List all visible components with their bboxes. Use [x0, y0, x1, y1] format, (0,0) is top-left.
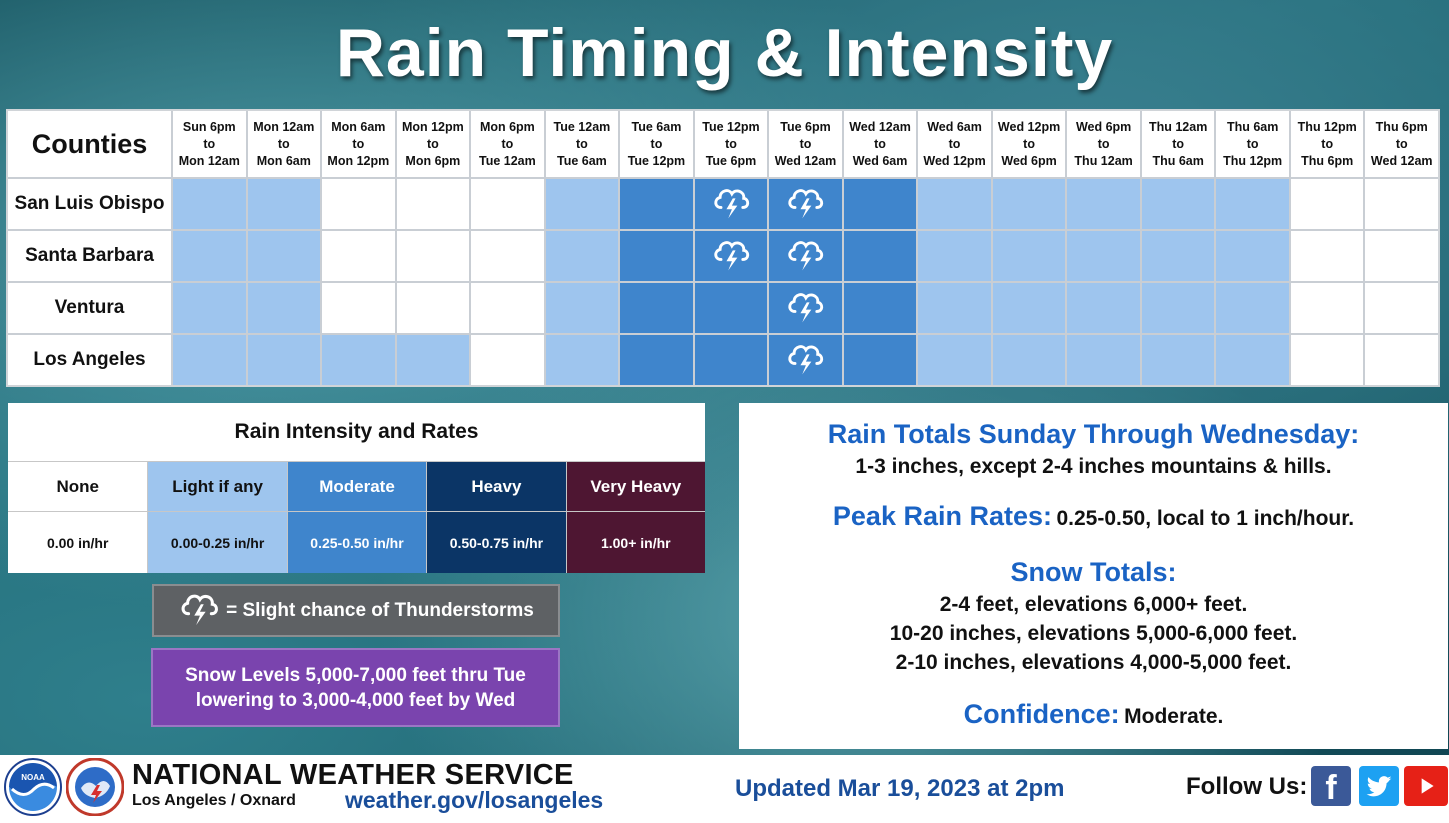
- snow-totals-heading: Snow Totals:: [1010, 557, 1177, 587]
- period-header-line: Tue 6pm: [780, 119, 831, 134]
- period-header-line: Wed 6pm: [1075, 119, 1132, 134]
- period-header-line: Wed 12am: [849, 119, 911, 134]
- period-header: [397, 111, 470, 177]
- timing-cell: [844, 231, 917, 281]
- period-header-line: to: [1172, 136, 1185, 151]
- timing-cell: [1067, 335, 1140, 385]
- period-header-line: Thu 6pm: [1375, 119, 1428, 134]
- period-header-line: Tue 6pm: [705, 153, 757, 168]
- legend-item: [287, 461, 426, 573]
- timing-cell: [322, 283, 395, 333]
- timing-cell: [993, 179, 1066, 229]
- period-header-line: to: [799, 136, 812, 151]
- timing-cell: [173, 231, 246, 281]
- period-header-line: Thu 6am: [1152, 153, 1204, 168]
- period-header: [173, 111, 246, 177]
- timing-cell: [620, 283, 693, 333]
- period-header-line: Wed 12am: [1370, 153, 1433, 168]
- thunderstorm-icon: [785, 287, 825, 330]
- period-header-line: Mon 12am: [253, 119, 315, 134]
- period-header-line: to: [501, 136, 514, 151]
- period-header-line: to: [1023, 136, 1035, 151]
- period-header-line: Wed 12pm: [997, 119, 1061, 134]
- page-title: Rain Timing & Intensity: [335, 15, 1114, 91]
- legend-item-name: Heavy: [427, 461, 565, 511]
- snow-levels-line2: lowering to 3,000-4,000 feet by Wed: [195, 689, 516, 711]
- timing-cell: [769, 283, 842, 333]
- timing-cell: [918, 283, 991, 333]
- thunderstorm-icon: [711, 235, 751, 278]
- period-header: [993, 111, 1066, 177]
- legend-item-name: Very Heavy: [567, 461, 705, 511]
- period-header-line: Sun 6pm: [182, 119, 236, 134]
- timing-cell: [248, 283, 321, 333]
- timing-cell: [1291, 283, 1364, 333]
- period-header-line: to: [1097, 136, 1110, 151]
- period-header: [546, 111, 619, 177]
- thunderstorm-icon: [785, 183, 825, 226]
- legend-item: [426, 461, 565, 573]
- timing-cell: [248, 335, 321, 385]
- period-header-line: Thu 12am: [1074, 153, 1133, 168]
- timing-cell: [695, 231, 768, 281]
- timing-cell: [620, 335, 693, 385]
- nws-logo[interactable]: [66, 758, 124, 816]
- timing-cell: [1216, 283, 1289, 333]
- period-header-line: Thu 12am: [1148, 119, 1208, 134]
- timing-cell: [1365, 335, 1438, 385]
- confidence: [739, 699, 1448, 730]
- snow-totals-line: 2-4 feet, elevations 6,000+ feet.: [939, 593, 1248, 616]
- timing-cell: [918, 179, 991, 229]
- thunderstorm-icon: [785, 235, 825, 278]
- county-name: Ventura: [8, 283, 171, 333]
- legend-item-rate: 0.00-0.25 in/hr: [148, 511, 286, 573]
- period-header-line: Tue 6am: [557, 153, 607, 168]
- svg-text:NOAA: NOAA: [21, 773, 45, 782]
- legend-item-rate: 0.25-0.50 in/hr: [288, 511, 426, 573]
- snow-levels-line1: Snow Levels 5,000-7,000 feet thru Tue: [185, 664, 526, 686]
- legend-item-name: Light if any: [148, 461, 286, 511]
- timing-cell: [918, 335, 991, 385]
- period-header-line: Mon 6am: [331, 119, 386, 134]
- timing-cell: [1216, 231, 1289, 281]
- period-header-line: Mon 6pm: [479, 119, 535, 134]
- timing-cell: [471, 283, 544, 333]
- period-header-line: to: [426, 136, 439, 151]
- timing-cell: [546, 231, 619, 281]
- period-header-line: Thu 6am: [1226, 119, 1279, 134]
- period-header: [471, 111, 544, 177]
- snow-levels-box: [151, 648, 560, 727]
- thunderstorm-note-text: = Slight chance of Thunderstorms: [226, 599, 534, 621]
- peak-rates-label: Peak Rain Rates:: [832, 501, 1053, 531]
- rain-timing-table: [6, 109, 1440, 387]
- timing-cell: [546, 335, 619, 385]
- follow-us-label: Follow Us:: [1186, 773, 1308, 800]
- thunderstorm-icon: [711, 183, 751, 226]
- period-header-line: Wed 6pm: [1001, 153, 1057, 168]
- period-header-line: to: [352, 136, 365, 151]
- period-header-line: Mon 6pm: [405, 153, 461, 168]
- timing-cell: [397, 179, 470, 229]
- period-header-line: Mon 6am: [256, 153, 311, 168]
- timing-cell: [993, 283, 1066, 333]
- timing-cell: [695, 283, 768, 333]
- period-header-line: Wed 6am: [852, 153, 908, 168]
- period-header-line: to: [1246, 136, 1259, 151]
- confidence-label: Confidence:: [963, 699, 1120, 729]
- timing-cell: [1142, 179, 1215, 229]
- period-header-line: Thu 12pm: [1223, 153, 1283, 168]
- legend-item: [566, 461, 705, 573]
- timing-cell: [993, 335, 1066, 385]
- timing-cell: [322, 335, 395, 385]
- timing-cell: [397, 335, 470, 385]
- confidence-text: Moderate.: [1124, 705, 1224, 728]
- timing-cell: [769, 231, 842, 281]
- timing-cell: [1067, 283, 1140, 333]
- totals-panel: [739, 403, 1448, 749]
- timing-cell: [1216, 335, 1289, 385]
- rain-intensity-legend: [8, 403, 705, 573]
- timing-cell: [397, 231, 470, 281]
- period-header: [844, 111, 917, 177]
- timing-cell: [844, 335, 917, 385]
- period-header: [695, 111, 768, 177]
- thunderstorm-icon: [785, 339, 825, 382]
- period-header: [769, 111, 842, 177]
- timing-cell: [248, 231, 321, 281]
- legend-item-rate: 1.00+ in/hr: [567, 511, 705, 573]
- timing-cell: [1067, 231, 1140, 281]
- legend-item-name: None: [8, 461, 147, 511]
- timing-cell: [695, 335, 768, 385]
- timing-cell: [1142, 283, 1215, 333]
- thunderstorm-note: [152, 584, 560, 637]
- timing-cell: [1142, 231, 1215, 281]
- period-header-line: Wed 12am: [774, 153, 837, 168]
- legend-item-rate: 0.50-0.75 in/hr: [427, 511, 565, 573]
- timing-cell: [1291, 231, 1364, 281]
- period-header-line: Tue 12am: [553, 119, 611, 134]
- timing-cell: [471, 179, 544, 229]
- snow-totals-line: 10-20 inches, elevations 5,000-6,000 feet.: [889, 622, 1298, 645]
- period-header: [918, 111, 991, 177]
- period-header-line: Mon 12am: [178, 153, 240, 168]
- timing-cell: [769, 179, 842, 229]
- period-header-line: to: [1395, 136, 1408, 151]
- period-header: [1365, 111, 1438, 177]
- period-header-line: Mon 12pm: [327, 153, 390, 168]
- peak-rates-text: 0.25-0.50, local to 1 inch/hour.: [1056, 507, 1355, 530]
- county-name: Santa Barbara: [8, 231, 171, 281]
- timing-cell: [1216, 179, 1289, 229]
- timing-cell: [1365, 283, 1438, 333]
- rain-totals-heading: Rain Totals Sunday Through Wednesday:: [827, 419, 1360, 449]
- snow-totals-line: 2-10 inches, elevations 4,000-5,000 feet.: [895, 651, 1292, 674]
- facebook-icon[interactable]: f: [1311, 766, 1351, 806]
- website-link[interactable]: weather.gov/losangeles: [345, 787, 604, 813]
- timing-cell: [546, 179, 619, 229]
- county-name: San Luis Obispo: [8, 179, 171, 229]
- footer: [0, 755, 1449, 823]
- timing-cell: [695, 179, 768, 229]
- timing-cell: [1365, 179, 1438, 229]
- timing-cell: [1067, 179, 1140, 229]
- timing-cell: [397, 283, 470, 333]
- period-header-line: Wed 6am: [927, 119, 982, 134]
- timing-cell: [471, 231, 544, 281]
- timing-cell: [173, 283, 246, 333]
- timing-cell: [620, 231, 693, 281]
- timing-cell: [1291, 335, 1364, 385]
- period-header-line: Thu 12pm: [1297, 119, 1357, 134]
- period-header: [1142, 111, 1215, 177]
- timing-cell: [844, 179, 917, 229]
- counties-header: Counties: [8, 111, 171, 177]
- twitter-icon[interactable]: [1359, 766, 1399, 806]
- thunderstorm-icon: [178, 589, 220, 633]
- noaa-logo[interactable]: [4, 758, 62, 816]
- period-header-line: to: [725, 136, 737, 151]
- timing-cell: [248, 179, 321, 229]
- period-header-line: Tue 12am: [479, 153, 536, 168]
- legend-item-name: Moderate: [288, 461, 426, 511]
- timing-cell: [918, 231, 991, 281]
- period-header: [1291, 111, 1364, 177]
- timing-cell: [993, 231, 1066, 281]
- county-name: Los Angeles: [8, 335, 171, 385]
- timing-cell: [1365, 231, 1438, 281]
- period-header-line: Thu 6pm: [1301, 153, 1354, 168]
- timing-cell: [173, 335, 246, 385]
- timing-cell: [620, 179, 693, 229]
- period-header-line: Tue 12pm: [627, 153, 686, 168]
- legend-item: [147, 461, 286, 573]
- timing-cell: [322, 231, 395, 281]
- period-header-line: to: [203, 136, 216, 151]
- period-header: [1067, 111, 1140, 177]
- youtube-icon[interactable]: [1404, 766, 1448, 806]
- peak-rain-rates: [739, 501, 1448, 532]
- legend-item-rate: 0.00 in/hr: [8, 511, 147, 573]
- period-header-line: to: [948, 136, 961, 151]
- period-header-line: to: [650, 136, 663, 151]
- legend-item: [8, 461, 147, 573]
- period-header-line: Mon 12pm: [401, 119, 464, 134]
- nws-name: NATIONAL WEATHER SERVICE: [132, 759, 574, 791]
- timing-cell: [471, 335, 544, 385]
- period-header-line: Tue 6am: [631, 119, 682, 134]
- timing-cell: [769, 335, 842, 385]
- period-header: [322, 111, 395, 177]
- period-header: [1216, 111, 1289, 177]
- timing-cell: [844, 283, 917, 333]
- timing-cell: [1291, 179, 1364, 229]
- period-header-line: to: [277, 136, 290, 151]
- period-header-line: to: [576, 136, 588, 151]
- timing-cell: [322, 179, 395, 229]
- office-name: Los Angeles / Oxnard: [132, 792, 296, 809]
- rain-totals-text: 1-3 inches, except 2-4 inches mountains & hills.: [855, 455, 1332, 478]
- period-header-line: to: [1321, 136, 1334, 151]
- period-header: [248, 111, 321, 177]
- timing-cell: [1142, 335, 1215, 385]
- timing-cell: [173, 179, 246, 229]
- timing-cell: [546, 283, 619, 333]
- period-header: [620, 111, 693, 177]
- period-header-line: to: [874, 136, 886, 151]
- period-header-line: Tue 12pm: [702, 119, 760, 134]
- period-header-line: Wed 12pm: [923, 153, 986, 168]
- updated-timestamp: Updated Mar 19, 2023 at 2pm: [735, 775, 1065, 802]
- legend-title: Rain Intensity and Rates: [234, 420, 479, 443]
